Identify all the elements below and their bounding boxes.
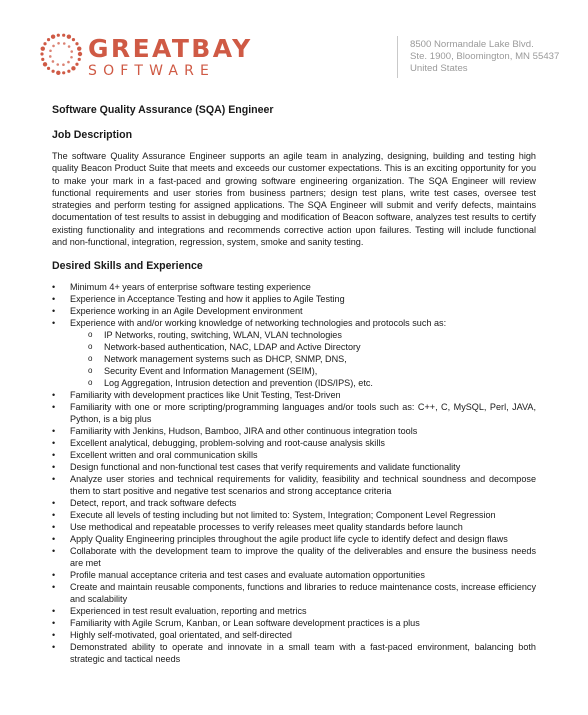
brand-subtitle: SOFTWARE <box>88 63 216 79</box>
logo-dot <box>56 63 59 66</box>
skills-list <box>52 281 536 665</box>
logo-dot <box>52 70 55 73</box>
bullet-icon: • <box>52 630 56 641</box>
skill-item <box>52 281 536 293</box>
logo-dot <box>56 71 60 75</box>
logo-dot <box>63 42 66 45</box>
logo-dot <box>75 42 78 45</box>
bullet-icon: • <box>52 534 56 545</box>
bullet-icon: • <box>52 474 56 485</box>
skill-item <box>52 449 536 461</box>
skill-item <box>52 305 536 317</box>
logo-dot <box>67 61 70 64</box>
skill-text: Familiarity with one or more scripting/programming languages and/or tools such as: C++, C, MySQL, Perl, JAVA, Python, is a big plus <box>70 402 536 425</box>
skill-text: Collaborate with the development team to improve the quality of the deliverables and ensure the business needs are met <box>70 546 536 569</box>
logo-dot <box>77 46 81 50</box>
skill-item <box>52 533 536 545</box>
hollow-bullet-icon: o <box>88 378 93 388</box>
bullet-icon: • <box>52 306 56 317</box>
skill-item <box>52 569 536 581</box>
bullet-icon: • <box>52 582 56 593</box>
logo-dot <box>57 34 60 37</box>
bullet-icon: • <box>52 498 56 509</box>
skill-text: Analyze user stories and technical requirements for validity, feasibility and technical soundness and decompose them to start positive and negative test scenarios and strong acceptance criteria <box>70 474 536 497</box>
logo-dot <box>43 42 46 45</box>
bullet-icon: • <box>52 462 56 473</box>
logo-dot <box>62 71 65 74</box>
skill-item <box>52 437 536 449</box>
skills-heading: Desired Skills and Experience <box>52 260 203 273</box>
skill-item <box>52 425 536 437</box>
sub-skill-text: IP Networks, routing, switching, WLAN, VLAN technologies <box>104 330 342 341</box>
hollow-bullet-icon: o <box>88 330 93 340</box>
logo-dot <box>68 45 71 48</box>
document-title: Software Quality Assurance (SQA) Engineer <box>52 104 274 116</box>
skill-item <box>52 605 536 617</box>
bullet-icon: • <box>52 426 56 437</box>
bullet-icon: • <box>52 546 56 557</box>
bullet-icon: • <box>52 282 56 293</box>
bullet-icon: • <box>52 402 56 413</box>
skill-item <box>52 641 536 665</box>
sub-skill-text: Log Aggregation, Intrusion detection and prevention (IDS/IPS), etc. <box>104 378 373 389</box>
header-divider <box>397 36 398 78</box>
logo-dot <box>43 62 47 66</box>
logo-dot <box>62 63 65 66</box>
bullet-icon: • <box>52 642 56 653</box>
address-line: Ste. 1900, Bloomington, MN 55437 <box>410 51 560 62</box>
skill-item <box>52 509 536 521</box>
skill-item <box>52 317 536 389</box>
bullet-icon: • <box>52 390 56 401</box>
skill-text: Minimum 4+ years of enterprise software testing experience <box>70 282 311 293</box>
skill-text: Apply Quality Engineering principles throughout the agile product life cycle to identify defect and design flaws <box>70 534 508 545</box>
bullet-icon: • <box>52 450 56 461</box>
logo-dot <box>41 58 44 61</box>
company-address <box>410 39 559 75</box>
sub-skill-item <box>70 353 536 365</box>
logo-dot <box>52 45 55 48</box>
skill-text: Use methodical and repeatable processes to verify releases meet quality standards before launch <box>70 522 463 533</box>
bullet-icon: • <box>52 522 56 533</box>
bullet-icon: • <box>52 570 56 581</box>
sub-skill-text: Network-based authentication, NAC, LDAP and Active Directory <box>104 342 361 353</box>
skill-text: Excellent written and oral communication skills <box>70 450 258 461</box>
address-line: 8500 Normandale Lake Blvd. <box>410 39 534 50</box>
logo-dot <box>70 50 73 53</box>
dotted-circle-logo-icon <box>37 30 85 78</box>
logo-dot <box>70 56 73 59</box>
skill-item <box>52 629 536 641</box>
page-cutoff-fade <box>0 703 588 715</box>
logo-dot <box>51 35 55 39</box>
address-line: United States <box>410 63 468 74</box>
sub-skill-item <box>70 341 536 353</box>
skill-item <box>52 617 536 629</box>
logo-dot <box>72 38 75 41</box>
skill-text: Familiarity with Jenkins, Hudson, Bamboo, JIRA and other continuous integration tools <box>70 426 418 437</box>
skill-text: Create and maintain reusable components, functions and libraries to reduce maintenance costs, increase efficiency and scalability <box>70 582 536 605</box>
sub-skill-item <box>70 329 536 341</box>
skill-item <box>52 497 536 509</box>
skill-text: Familiarity with Agile Scrum, Kanban, or Lean software development practices is a plus <box>70 618 420 629</box>
skill-item <box>52 581 536 605</box>
bullet-icon: • <box>52 510 56 521</box>
hollow-bullet-icon: o <box>88 342 93 352</box>
job-description-heading: Job Description <box>52 129 133 141</box>
bullet-icon: • <box>52 438 56 449</box>
brand-name: GREATBAY <box>88 34 253 63</box>
hollow-bullet-icon: o <box>88 354 93 364</box>
logo-dot <box>62 34 65 37</box>
logo-dot <box>52 60 55 63</box>
skill-text: Design functional and non-functional test cases that verify requirements and validate functionality <box>70 462 461 473</box>
logo-dot <box>49 49 52 52</box>
skill-item <box>52 521 536 533</box>
skill-item <box>52 293 536 305</box>
logo-dot <box>71 66 75 70</box>
logo-dot <box>49 55 52 58</box>
skill-text: Highly self-motivated, goal orientated, and self-directed <box>70 630 292 641</box>
skill-text: Execute all levels of testing including but not limited to: System, Integration; Component Level Regression <box>70 510 496 521</box>
logo-dot <box>47 67 50 70</box>
bullet-icon: • <box>52 618 56 629</box>
sub-skill-item <box>70 365 536 377</box>
hollow-bullet-icon: o <box>88 366 93 376</box>
bullet-icon: • <box>52 318 56 329</box>
bullet-icon: • <box>52 606 56 617</box>
job-description-text: The software Quality Assurance Engineer supports an agile team in analyzing, designing, building and testing high quality Beacon Product Suite that meets and exceeds our customer expectations. This is an exciting opportunity for you to make your mark in a fast-paced and growing software engineering organization. The SQA Engineer will review functional requirements and user stories from business partners; design test plans, write test cases, oversee test strategies and perform testing for assigned applications. The SQA Engineer will submit and verify defects, maintains documentation of test results to assist in debugging and modification of Beacon software, analyzes test results to certify existing functionality and integrations and recommends corrective action upon failures. Testing will include functional and non-functional, integration, regression, system, smoke and sanity testing. <box>52 151 536 248</box>
logo-dot <box>75 63 78 66</box>
sub-skill-text: Network management systems such as DHCP, SNMP, DNS, <box>104 354 347 365</box>
sub-skill-text: Security Event and Information Management (SEIM), <box>104 366 318 377</box>
skill-text: Experience working in an Agile Development environment <box>70 306 303 317</box>
sub-skills-list <box>70 329 536 389</box>
logo-dot <box>67 70 70 73</box>
logo-dot <box>41 46 45 50</box>
logo-dot <box>40 52 43 55</box>
skill-text: Familiarity with development practices like Unit Testing, Test-Driven <box>70 390 341 401</box>
skill-item <box>52 401 536 425</box>
skill-item <box>52 473 536 497</box>
skill-text: Excellent analytical, debugging, problem-solving and root-cause analysis skills <box>70 438 385 449</box>
bullet-icon: • <box>52 294 56 305</box>
document-content <box>52 103 536 665</box>
logo-dot <box>67 35 71 39</box>
logo-dot <box>47 38 50 41</box>
logo-dot <box>57 42 60 45</box>
skill-item <box>52 389 536 401</box>
skill-text: Experienced in test result evaluation, reporting and metrics <box>70 606 307 617</box>
skill-item <box>52 461 536 473</box>
logo-dot <box>78 58 81 61</box>
skill-text: Profile manual acceptance criteria and test cases and evaluate automation opportunities <box>70 570 425 581</box>
skill-text: Demonstrated ability to operate and innovate in a small team with a fast-paced environment, balancing both strategic and tactical needs <box>70 642 536 665</box>
brand-block <box>88 36 253 79</box>
skill-text: Experience with and/or working knowledge of networking technologies and protocols such as: <box>70 318 447 329</box>
skill-text: Detect, report, and track software defects <box>70 498 237 509</box>
logo-dot <box>78 52 82 56</box>
skill-text: Experience in Acceptance Testing and how it applies to Agile Testing <box>70 294 345 305</box>
skill-item <box>52 545 536 569</box>
sub-skill-item <box>70 377 536 389</box>
